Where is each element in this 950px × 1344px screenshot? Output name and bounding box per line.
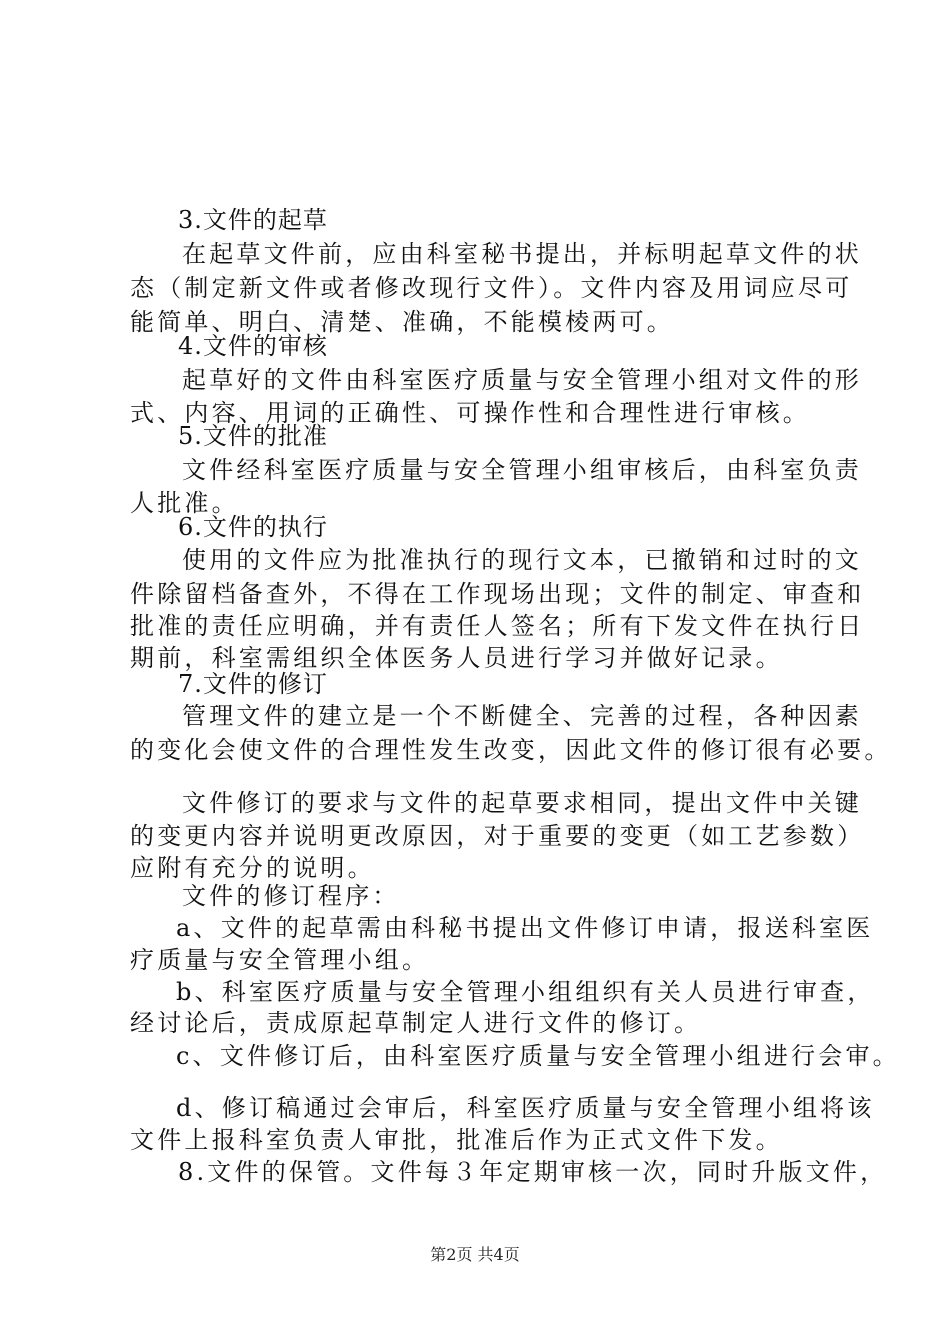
section-heading-storage: 8.文件的保管。文件每３年定期审核一次，同时升版文件， bbox=[178, 1158, 888, 1186]
section-heading-review: 4.文件的审核 bbox=[178, 332, 328, 360]
paragraph-line: 期前，科室需组织全体医务人员进行学习并做好记录。 bbox=[130, 644, 783, 672]
list-item-a-continued: 疗质量与安全管理小组。 bbox=[130, 946, 430, 974]
paragraph-line: 起草好的文件由科室医疗质量与安全管理小组对文件的形 bbox=[182, 366, 862, 394]
list-item-a: a、文件的起草需由科秘书提出文件修订申请，报送科室医 bbox=[176, 914, 874, 942]
paragraph-line: 在起草文件前，应由科室秘书提出，并标明起草文件的状 bbox=[182, 240, 862, 268]
paragraph-line: 使用的文件应为批准执行的现行文本，已撤销和过时的文 bbox=[182, 546, 862, 574]
paragraph-line: 件除留档备查外，不得在工作现场出现；文件的制定、审查和 bbox=[130, 580, 865, 608]
list-item-b-continued: 经讨论后，责成原起草制定人进行文件的修订。 bbox=[130, 1009, 702, 1037]
paragraph-line: 能简单、明白、清楚、准确，不能模棱两可。 bbox=[130, 308, 674, 336]
paragraph-line: 的变更内容并说明更改原因，对于重要的变更（如工艺参数） bbox=[130, 822, 865, 850]
section-heading-revision: 7.文件的修订 bbox=[178, 670, 328, 698]
section-heading-drafting: 3.文件的起草 bbox=[178, 206, 328, 234]
section-heading-approval: 5.文件的批准 bbox=[178, 422, 328, 450]
list-item-b: b、科室医疗质量与安全管理小组组织有关人员进行审查， bbox=[176, 978, 875, 1006]
list-item-d-continued: 文件上报科室负责人审批，批准后作为正式文件下发。 bbox=[130, 1126, 783, 1154]
paragraph-line: 批准的责任应明确，并有责任人签名；所有下发文件在执行日 bbox=[130, 612, 865, 640]
paragraph-line: 文件修订的要求与文件的起草要求相同，提出文件中关键 bbox=[182, 789, 862, 817]
page-number-footer: 第2页 共4页 bbox=[430, 1245, 520, 1264]
paragraph-line: 式、内容、用词的正确性、可操作性和合理性进行审核。 bbox=[130, 399, 810, 427]
list-item-d: d、修订稿通过会审后，科室医疗质量与安全管理小组将该 bbox=[176, 1094, 875, 1122]
paragraph-line: 人批准。 bbox=[130, 489, 239, 517]
paragraph-line: 态（制定新文件或者修改现行文件）。文件内容及用词应尽可 bbox=[130, 274, 853, 302]
paragraph-line: 文件经科室医疗质量与安全管理小组审核后，由科室负责 bbox=[182, 456, 862, 484]
section-heading-execution: 6.文件的执行 bbox=[178, 513, 328, 541]
paragraph-line: 管理文件的建立是一个不断健全、完善的过程，各种因素 bbox=[182, 702, 862, 730]
paragraph-line: 的变化会使文件的合理性发生改变，因此文件的修订很有必要。 bbox=[130, 736, 892, 764]
paragraph-line: 文件的修订程序： bbox=[182, 882, 400, 910]
list-item-c: c、文件修订后，由科室医疗质量与安全管理小组进行会审。 bbox=[176, 1042, 900, 1070]
paragraph-line: 应附有充分的说明。 bbox=[130, 854, 375, 882]
